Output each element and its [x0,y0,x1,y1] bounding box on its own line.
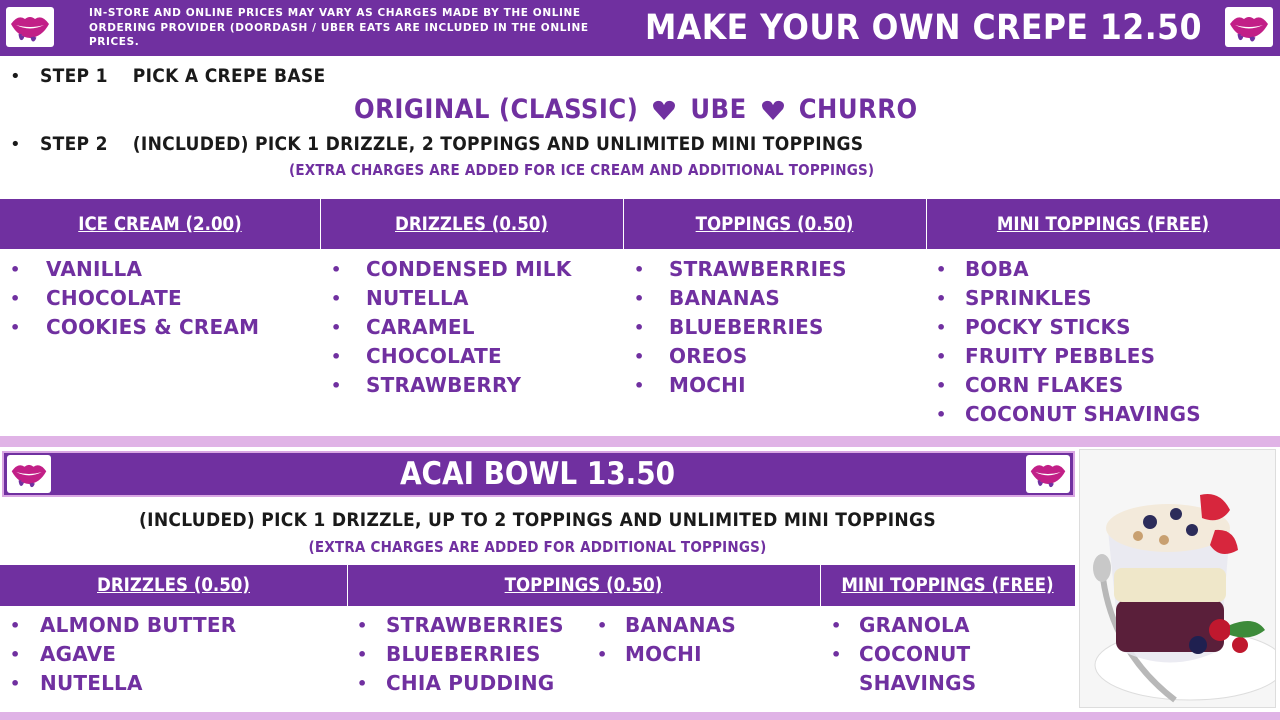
acai-mini-toppings-list [831,611,976,698]
list-item: • CHIA PUDDING [357,671,555,695]
column-divider [320,199,321,249]
acai-extra-charges-note: (EXTRA CHARGES ARE ADDED FOR ADDITIONAL TOPPINGS) [308,538,767,556]
footer-bar [0,712,1280,720]
acai-drizzles-list [10,611,236,698]
toppings-list [634,255,847,400]
list-item: • BLUEBERRIES [634,315,824,339]
list-item: • COCONUT [831,642,971,666]
step2-bullet: • [10,134,21,155]
list-item: • CORN FLAKES [936,373,1124,397]
list-item: • GRANOLA [831,613,970,637]
list-item: • CHOCOLATE [331,344,502,368]
list-item: • COOKIES & CREAM [10,315,260,339]
acai-mini-toppings-header: MINI TOPPINGS (FREE) [841,575,1054,596]
mini-toppings-list [936,255,1201,429]
base-ube: UBE [690,94,747,125]
list-item: • BLUEBERRIES [357,642,541,666]
crepe-extra-charges-note: (EXTRA CHARGES ARE ADDED FOR ICE CREAM AND ADDITIONAL TOPPINGS) [289,161,875,179]
column-divider [926,199,927,249]
list-item: • CONDENSED MILK [331,257,572,281]
list-item: • STRAWBERRY [331,373,522,397]
acai-toppings-header: TOPPINGS (0.50) [504,575,663,596]
list-item: • VANILLA [10,257,143,281]
list-item: • BANANAS [597,613,736,637]
base-original: ORIGINAL (CLASSIC) [354,94,639,125]
list-item: • CARAMEL [331,315,475,339]
list-item: • NUTELLA [331,286,469,310]
list-item: • AGAVE [10,642,117,666]
step2-text: STEP 2 (INCLUDED) PICK 1 DRIZZLE, 2 TOPPINGS AND UNLIMITED MINI TOPPINGS [40,133,864,155]
crepe-bases [354,94,918,125]
list-item: • OREOS [634,344,748,368]
list-item: • MOCHI [634,373,746,397]
step1-bullet: • [10,66,21,87]
lips-logo-icon [1225,7,1273,47]
base-churro: CHURRO [798,94,918,125]
list-item: • FRUITY PEBBLES [936,344,1156,368]
acai-toppings-list-b [597,611,736,669]
acai-included-text: (INCLUDED) PICK 1 DRIZZLE, UP TO 2 TOPPINGS AND UNLIMITED MINI TOPPINGS [139,509,936,531]
list-item: • ALMOND BUTTER [10,613,237,637]
list-item: • COCONUT SHAVINGS [936,402,1201,426]
section-separator [0,436,1280,447]
crepe-title: MAKE YOUR OWN CREPE 12.50 [645,8,1202,48]
lips-logo-icon [6,7,54,47]
step1-text: STEP 1 PICK A CREPE BASE [40,65,326,87]
icecream-header: ICE CREAM (2.00) [78,213,242,235]
price-disclaimer: IN-STORE AND ONLINE PRICES MAY VARY AS CHARGES MADE BY THE ONLINE ORDERING PROVIDER (DOORDASH / UBER EATS ARE INCLUDED IN THE ONLINE PRICES. [89,7,589,48]
column-divider [347,565,348,606]
list-item: • NUTELLA [10,671,143,695]
list-item: • BOBA [936,257,1029,281]
list-item: • STRAWBERRIES [634,257,847,281]
list-item: • CHOCOLATE [10,286,182,310]
column-divider [820,565,821,606]
list-item: • STRAWBERRIES [357,613,564,637]
list-item: SHAVINGS [859,671,977,695]
list-item: • MOCHI [597,642,702,666]
toppings-header: TOPPINGS (0.50) [695,213,854,235]
column-divider [623,199,624,249]
icecream-list [10,255,259,342]
acai-drizzles-header: DRIZZLES (0.50) [97,575,250,596]
list-item: • POCKY STICKS [936,315,1131,339]
acai-bowl-photo [1079,449,1276,708]
acai-toppings-list [357,611,564,698]
heart-icon [761,99,785,121]
heart-icon [652,99,676,121]
mini-toppings-header: MINI TOPPINGS (FREE) [996,213,1210,235]
drizzles-header: DRIZZLES (0.50) [395,213,548,235]
list-item: • SPRINKLES [936,286,1092,310]
list-item: • BANANAS [634,286,780,310]
acai-title: ACAI BOWL 13.50 [399,456,676,492]
drizzles-list [331,255,571,400]
